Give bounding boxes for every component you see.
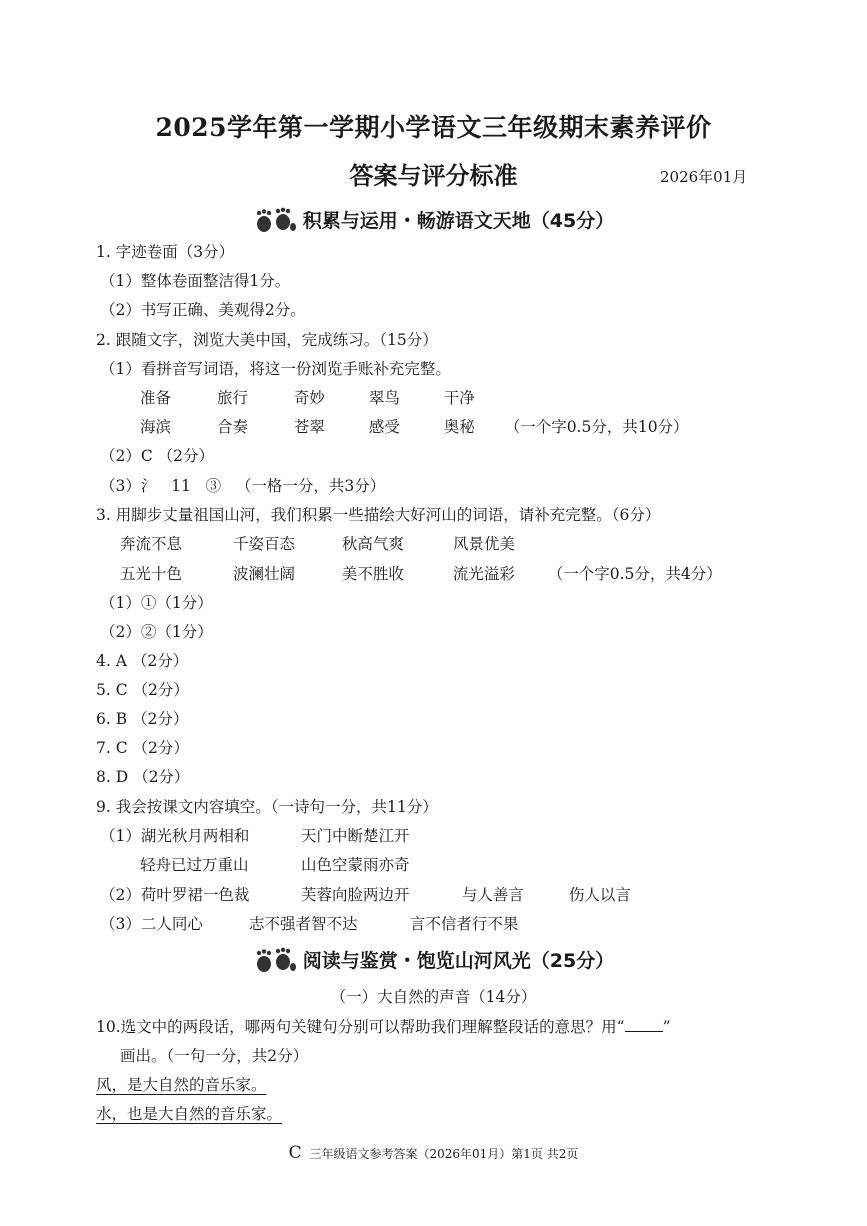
section-heading-text: 阅读与鉴赏・饱览山河风光（25分） <box>302 950 615 972</box>
answer-2-3: （3）氵 11 ③ （一格一分，共3分） <box>100 477 386 495</box>
question-10-text: 10.选文中的两段话，哪两句关键句分别可以帮助我们理解整段话的意思？用“ <box>96 1018 625 1036</box>
underline-sample <box>625 1017 663 1032</box>
answer-9-1-row-2 <box>140 853 409 875</box>
idiom: 秋高气爽 <box>341 535 404 553</box>
section-heading-reading <box>0 946 867 973</box>
word: 旅行 <box>216 389 248 407</box>
proverb: 志不强者智不达 <box>248 915 358 933</box>
word: 准备 <box>140 389 172 407</box>
scoring-note: （一个字0.5分，共4分） <box>547 565 722 583</box>
answer-2-1-row-1 <box>140 386 514 408</box>
answer-3-2: （2）②（1分） <box>100 623 213 641</box>
poem-line: 伤人以言 <box>568 886 631 904</box>
page-title: 2025学年第一学期小学语文三年级期末素养评价 <box>155 113 712 142</box>
word: 奇妙 <box>293 389 325 407</box>
answer-9-2-row <box>100 883 631 905</box>
answer-3-row-2 <box>120 562 722 584</box>
proverb: 言不信者行不果 <box>409 915 519 933</box>
scoring-note: （一个字0.5分，共10分） <box>504 418 689 436</box>
poem-line: 轻舟已过万重山 <box>140 856 249 874</box>
answer-2-1-instruction: （1）看拼音写词语，将这一份浏览手账补充完整。 <box>100 360 451 378</box>
answer-5: 5. C （2分） <box>96 681 189 699</box>
answer-3-1-line: （1）①（1分） <box>100 594 213 612</box>
answer-2-2: （2）C （2分） <box>100 447 215 465</box>
poem-line: （1）湖光秋月两相和 <box>100 827 250 845</box>
idiom: 流光溢彩 <box>452 565 515 583</box>
footprints-icon <box>253 947 297 973</box>
answer-9-1-row-1 <box>100 824 409 846</box>
answer-10-1: 风，是大自然的音乐家。 <box>96 1076 267 1094</box>
section-heading-text: 积累与运用・畅游语文天地（45分） <box>302 210 615 232</box>
question-10-quote-close: ” <box>662 1018 671 1036</box>
question-1: 1. 字迹卷面（3分） <box>96 243 235 261</box>
idiom: 波澜壮阔 <box>232 565 295 583</box>
page-subtitle: 答案与评分标准 <box>349 161 518 190</box>
page-footer <box>0 1143 867 1163</box>
word: 合奏 <box>216 418 248 436</box>
answer-8: 8. D （2分） <box>96 768 190 786</box>
proverb: （3）二人同心 <box>100 915 203 933</box>
answer-9-3-row <box>100 912 518 934</box>
answer-1-1: （1）整体卷面整洁得1分。 <box>100 272 291 290</box>
answer-6: 6. B （2分） <box>96 710 189 728</box>
word: 干净 <box>443 389 475 407</box>
answer-4: 4. A （2分） <box>96 652 189 670</box>
footer-text: 三年级语文参考答案（2026年01月）第1页 共2页 <box>309 1147 579 1161</box>
question-10 <box>96 1015 671 1037</box>
word: 翠鸟 <box>368 389 400 407</box>
question-9: 9. 我会按课文内容填空。（一诗句一分，共11分） <box>96 798 438 816</box>
answer-3-row-1 <box>120 532 553 554</box>
poem-line: 天门中断楚江开 <box>300 827 410 845</box>
reading-part-title: （一）大自然的声音（14分） <box>330 988 537 1006</box>
exam-date: 2026年01月 <box>660 168 748 186</box>
poem-line: 山色空蒙雨亦奇 <box>300 856 410 874</box>
poem-line: （2）荷叶罗裙一色裁 <box>100 886 250 904</box>
poem-line: 芙蓉向脸两边开 <box>300 886 410 904</box>
question-3: 3. 用脚步丈量祖国山河，我们积累一些描绘大好河山的词语，请补充完整。（6分） <box>96 506 661 524</box>
idiom: 风景优美 <box>452 535 515 553</box>
idiom: 千姿百态 <box>232 535 295 553</box>
paper-version-mark: C <box>288 1143 302 1163</box>
answer-10-2: 水，也是大自然的音乐家。 <box>96 1105 283 1123</box>
idiom: 美不胜收 <box>341 565 404 583</box>
idiom: 奔流不息 <box>120 535 183 553</box>
word: 海滨 <box>140 418 172 436</box>
word: 奥秘 <box>443 418 475 436</box>
word: 感受 <box>368 418 400 436</box>
answer-7: 7. C （2分） <box>96 739 189 757</box>
answer-1-2: （2）书写正确、美观得2分。 <box>100 301 306 319</box>
question-10-continued: 画出。（一句一分，共2分） <box>120 1047 309 1065</box>
poem-line: 与人善言 <box>461 886 524 904</box>
footprints-icon <box>253 207 297 233</box>
question-2: 2. 跟随文字，浏览大美中国，完成练习。（15分） <box>96 331 438 349</box>
answer-2-1-row-2 <box>140 415 689 437</box>
word: 苍翠 <box>293 418 325 436</box>
idiom: 五光十色 <box>120 565 183 583</box>
section-heading-accumulation <box>0 206 867 233</box>
